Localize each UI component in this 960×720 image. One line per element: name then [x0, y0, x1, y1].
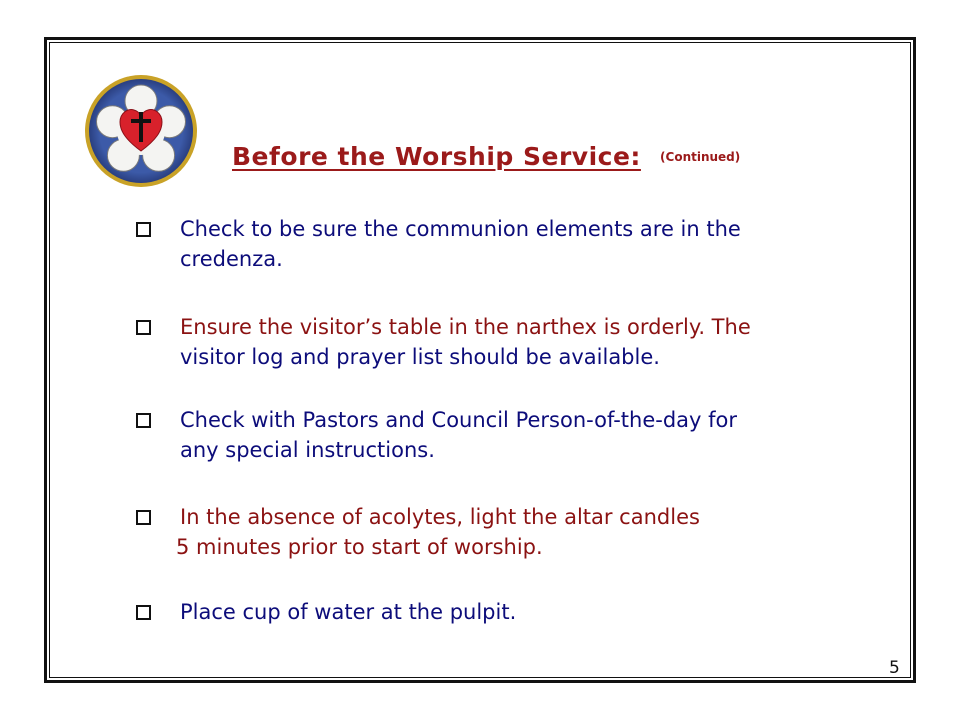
bullet-line: Place cup of water at the pulpit. — [180, 600, 517, 624]
bullet-line: 5 minutes prior to start of worship. — [176, 535, 543, 559]
title-row — [232, 142, 740, 171]
bullet-line: Ensure the visitor’s table in the narthex is orderly. The — [180, 315, 751, 339]
bullet-text — [180, 405, 880, 465]
bullet-text — [176, 502, 880, 562]
slide-title: Before the Worship Service: — [232, 142, 641, 171]
bullet-text — [180, 214, 880, 274]
checkbox-bullet-icon — [136, 222, 151, 237]
bullet-line: credenza. — [180, 247, 283, 271]
slide-subtitle: (Continued) — [660, 150, 741, 164]
bullet-line: Check to be sure the communion elements are in the — [180, 217, 741, 241]
bullet-line: In the absence of acolytes, light the altar candles — [180, 505, 700, 529]
page-number: 5 — [889, 658, 900, 678]
checkbox-bullet-icon — [136, 510, 151, 525]
bullet-line: visitor log and prayer list should be available. — [180, 345, 660, 369]
bullet-line: Check with Pastors and Council Person-of-the-day for — [180, 408, 737, 432]
checkbox-bullet-icon — [136, 320, 151, 335]
bullet-line: any special instructions. — [180, 438, 435, 462]
bullet-text — [180, 597, 880, 627]
checkbox-bullet-icon — [136, 605, 151, 620]
checkbox-bullet-icon — [136, 413, 151, 428]
bullet-text — [180, 312, 880, 372]
luther-rose-icon — [84, 74, 198, 188]
